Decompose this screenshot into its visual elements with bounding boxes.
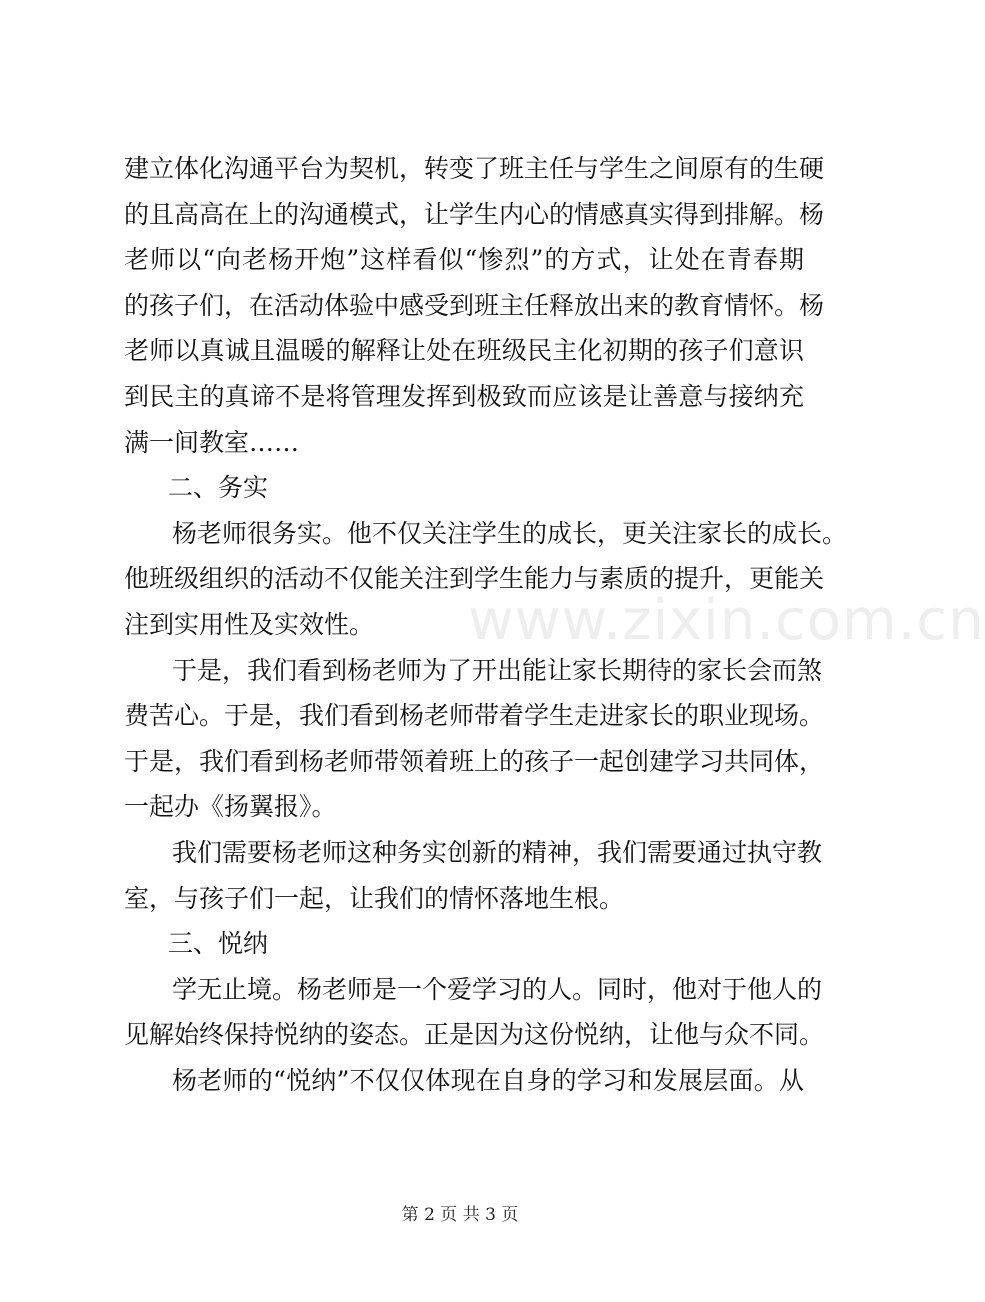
paragraph-line: 老师以“向老杨开炮”这样看似“惨烈”的方式，让处在青春期 [124, 245, 804, 275]
paragraph-line: 见解始终保持悦纳的姿态。正是因为这份悦纳，让他与众不同。 [124, 1020, 825, 1050]
paragraph-line: 注到实用性及实效性。 [124, 609, 375, 639]
watermark: www.zixin.com.cn [468, 588, 985, 653]
paragraph-line: 他班级组织的活动不仅能关注到学生能力与素质的提升，更能关 [124, 564, 825, 594]
paragraph-line: 到民主的真谛不是将管理发挥到极致而应该是让善意与接纳充 [124, 381, 804, 411]
paragraph-line: 一起办《扬翼报》。 [124, 792, 337, 822]
paragraph-line: 我们需要杨老师这种务实创新的精神，我们需要通过执守教 [172, 837, 823, 867]
paragraph-line: 杨老师很务实。他不仅关注学生的成长，更关注家长的成长。 [172, 518, 848, 548]
paragraph-line: 的孩子们，在活动体验中感受到班主任释放出来的教育情怀。杨 [124, 290, 825, 320]
section-heading: 二、务实 [168, 473, 269, 503]
paragraph-line: 于是，我们看到杨老师带领着班上的孩子一起创建学习共同体， [124, 746, 825, 776]
section-heading: 三、悦纳 [168, 929, 269, 959]
paragraph-line: 学无止境。杨老师是一个爱学习的人。同时，他对于他人的 [172, 974, 823, 1004]
paragraph-line: 费苦心。于是，我们看到杨老师带着学生走进家长的职业现场。 [124, 701, 825, 731]
paragraph-line: 老师以真诚且温暖的解释让处在班级民主化初期的孩子们意识 [124, 336, 804, 366]
paragraph-line: 的且高高在上的沟通模式，让学生内心的情感真实得到排解。杨 [124, 199, 825, 229]
paragraph-line: 室，与孩子们一起，让我们的情怀落地生根。 [124, 883, 625, 913]
paragraph-line: 于是，我们看到杨老师为了开出能让家长期待的家长会而煞 [172, 655, 823, 685]
paragraph-line: 满一间教室…… [124, 427, 300, 457]
page-footer: 第 2 页 共 3 页 [401, 1205, 519, 1225]
paragraph-line: 杨老师的“悦纳”不仅仅体现在自身的学习和发展层面。从 [172, 1065, 804, 1095]
paragraph-line: 建立体化沟通平台为契机，转变了班主任与学生之间原有的生硬 [124, 154, 825, 183]
document-body [124, 146, 848, 1103]
